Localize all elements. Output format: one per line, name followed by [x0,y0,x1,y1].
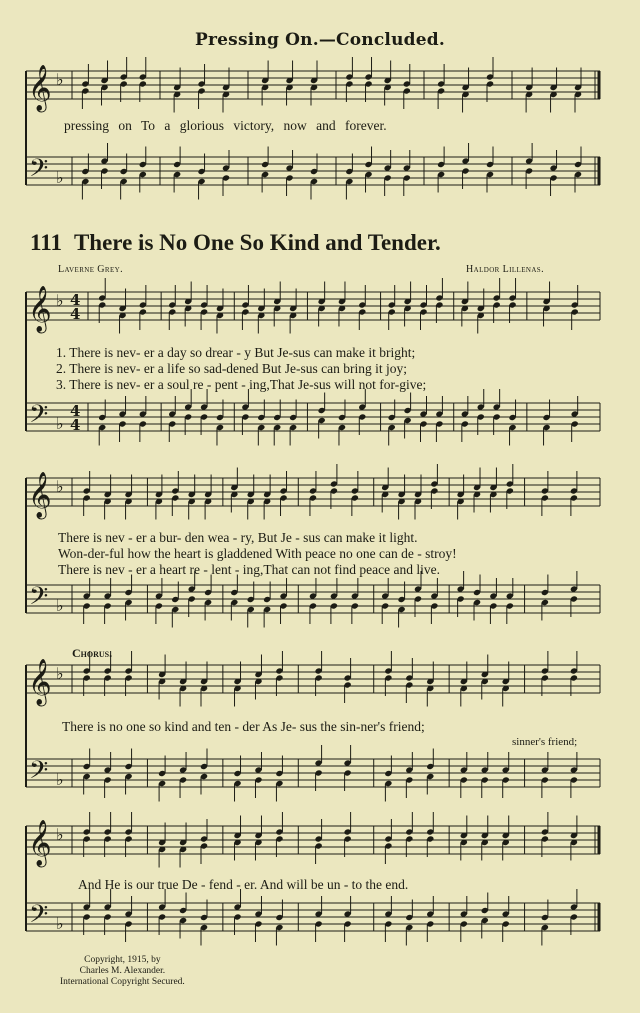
chorus-line2: And He is our true De - fend - er. And will be un - to the end. [78,877,409,892]
flat-sign-icon: ♭ [56,414,64,433]
copyright-notice [60,955,185,988]
continuation-lyric: pressing on To a glorious victory, now and forever. [64,118,387,133]
system2-verse3: There is nev - er a heart re - lent - ing,That can not find peace and live. [58,562,440,577]
copyright-line-2: Charles M. Alexander. [79,966,166,976]
chorus-label: Chorus. [72,646,113,660]
flat-sign-icon: ♭ [56,168,64,187]
time-signature-top: 4 [70,402,81,420]
flat-sign-icon: ♭ [56,664,64,683]
system1-verse1: 1. There is nev- er a day so drear - y But Je-sus can make it bright; [56,345,416,360]
copyright-line-1: Copyright, 1915, by [84,955,161,965]
treble-clef-icon: 𝄞 [28,65,52,111]
flat-sign-icon: ♭ [56,770,64,789]
hymn-title-block [30,230,441,256]
flat-sign-icon: ♭ [56,70,64,89]
flat-sign-icon: ♭ [56,477,64,496]
treble-clef-icon: 𝄞 [28,659,52,705]
hymn-title: There is No One So Kind and Tender. [73,230,441,255]
system1-verse3: 3. There is nev- er a soul re - pent - ing,That Je-sus will not for-give; [56,377,427,392]
treble-clef-icon: 𝄞 [28,286,52,332]
copyright-line-3: International Copyright Secured. [60,977,185,987]
bass-clef-icon: 𝄢 [29,756,49,791]
bass-clef-icon: 𝄢 [29,154,49,189]
flat-sign-icon: ♭ [56,596,64,615]
flat-sign-icon: ♭ [56,291,64,310]
treble-clef-icon: 𝄞 [28,472,52,518]
system2-verse2: Won-der-ful how the heart is gladdened With peace no one can de - stroy! [58,546,457,561]
hymn-number: 111 [30,230,62,255]
treble-clef-icon: 𝄞 [28,820,52,866]
continuation-title: Pressing On.—Concluded. [195,30,445,50]
time-signature-top: 4 [70,291,81,309]
flat-sign-icon: ♭ [56,914,64,933]
continuation-lyric-line [64,118,387,134]
bass-clef-icon: 𝄢 [29,900,49,935]
chorus-line1: There is no one so kind and ten - der As Je- sus the sin-ner's friend; [62,719,425,734]
chorus-echo: sinner's friend; [512,736,578,748]
system1-verse2: 2. There is nev- er a life so sad-dened But Je-sus can bring it joy; [56,361,408,376]
bass-clef-icon: 𝄢 [29,400,49,435]
lyricist: Laverne Grey. [58,264,124,275]
bass-clef-icon: 𝄢 [29,582,49,617]
composer: Haldor Lillenas. [466,264,545,275]
time-signature-bottom: 4 [70,416,81,434]
flat-sign-icon: ♭ [56,825,64,844]
system2-verse1: There is nev - er a bur- den wea - ry, But Je - sus can make it light. [58,530,418,545]
time-signature-bottom: 4 [70,305,81,323]
